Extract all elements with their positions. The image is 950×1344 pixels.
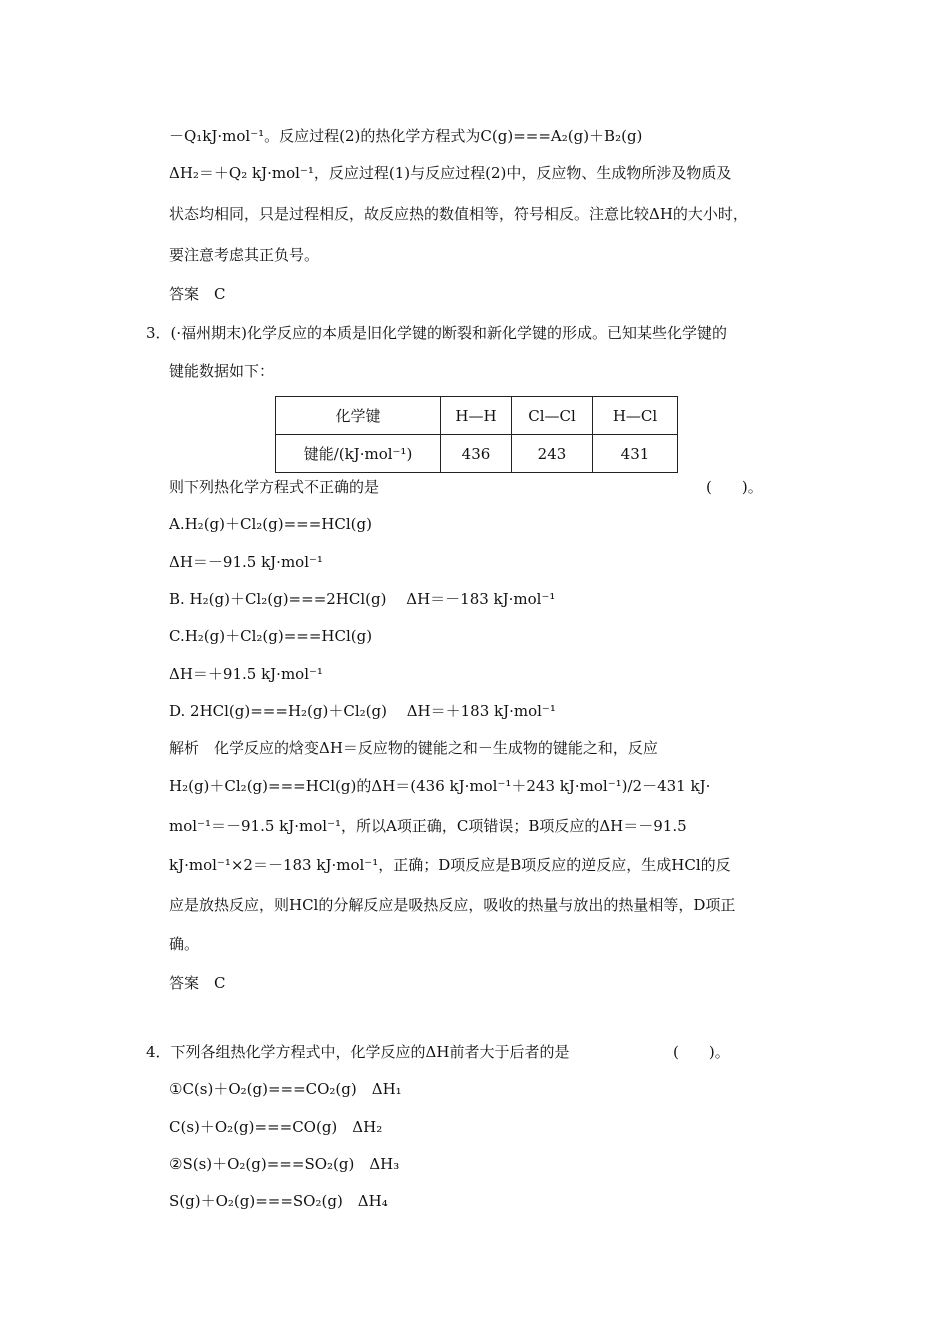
equation-line: C(s)＋O₂(g)===CO(g) ΔH₂ (169, 1118, 383, 1136)
table-row (276, 397, 678, 435)
equation-line: ①C(s)＋O₂(g)===CO₂(g) ΔH₁ (169, 1080, 402, 1098)
table-header: H—H (441, 397, 512, 435)
answer-label: 答案 C (169, 974, 226, 992)
explanation-line: 确。 (169, 935, 200, 953)
option-b: B. H₂(g)＋Cl₂(g)===2HCl(g) ΔH＝－183 kJ·mol⁻¹ (169, 590, 556, 608)
answer-bracket: ( )。 (673, 1043, 730, 1061)
table-header: 化学键 (276, 397, 441, 435)
answer-bracket: ( )。 (706, 478, 763, 496)
explanation-line: 解析 化学反应的焓变ΔH＝反应物的键能之和－生成物的键能之和，反应 (169, 739, 658, 757)
text-line: 键能数据如下： (169, 362, 275, 380)
text-line: 要注意考虑其正负号。 (169, 246, 320, 264)
option-d: D. 2HCl(g)===H₂(g)＋Cl₂(g) ΔH＝＋183 kJ·mol⁻¹ (169, 702, 556, 720)
equation-line: S(g)＋O₂(g)===SO₂(g) ΔH₄ (169, 1192, 388, 1210)
bond-energy-table (275, 396, 678, 473)
option-a: A.H₂(g)＋Cl₂(g)===HCl(g) (169, 515, 372, 533)
table-cell: 436 (441, 435, 512, 473)
question-4-stem: 4．下列各组热化学方程式中，化学反应的ΔH前者大于后者的是 (146, 1043, 570, 1061)
explanation-line: mol⁻¹＝－91.5 kJ·mol⁻¹，所以A项正确，C项错误；B项反应的ΔH＝－91.5 (169, 817, 687, 835)
equation-line: ②S(s)＋O₂(g)===SO₂(g) ΔH₃ (169, 1155, 400, 1173)
explanation-line: 应是放热反应，则HCl的分解反应是吸热反应，吸收的热量与放出的热量相等，D项正 (169, 896, 736, 914)
explanation-line: kJ·mol⁻¹×2＝－183 kJ·mol⁻¹，正确；D项反应是B项反应的逆反应，生成HCl的反 (169, 856, 731, 874)
option-c-enthalpy: ΔH＝＋91.5 kJ·mol⁻¹ (169, 665, 323, 683)
text-line: 则下列热化学方程式不正确的是 (169, 478, 380, 496)
text-line: ΔH₂＝＋Q₂ kJ·mol⁻¹，反应过程(1)与反应过程(2)中，反应物、生成物所涉及物质及 (169, 164, 732, 182)
answer-label: 答案 C (169, 285, 226, 303)
table-cell: 键能/(kJ·mol⁻¹) (276, 435, 441, 473)
table-cell: 431 (593, 435, 678, 473)
explanation-line: H₂(g)＋Cl₂(g)===HCl(g)的ΔH＝(436 kJ·mol⁻¹＋243 kJ·mol⁻¹)/2－431 kJ· (169, 777, 711, 795)
table-header: Cl—Cl (512, 397, 593, 435)
table-header: H—Cl (593, 397, 678, 435)
text-line: 状态均相同，只是过程相反，故反应热的数值相等，符号相反。注意比较ΔH的大小时， (169, 205, 748, 223)
table-cell: 243 (512, 435, 593, 473)
text-line: －Q₁kJ·mol⁻¹。反应过程(2)的热化学方程式为C(g)===A₂(g)＋B₂(g) (169, 127, 643, 145)
option-c: C.H₂(g)＋Cl₂(g)===HCl(g) (169, 627, 373, 645)
question-3-stem: 3．(·福州期末)化学反应的本质是旧化学键的断裂和新化学键的形成。已知某些化学键的 (146, 324, 728, 342)
option-a-enthalpy: ΔH＝－91.5 kJ·mol⁻¹ (169, 553, 323, 571)
table-row (276, 435, 678, 473)
